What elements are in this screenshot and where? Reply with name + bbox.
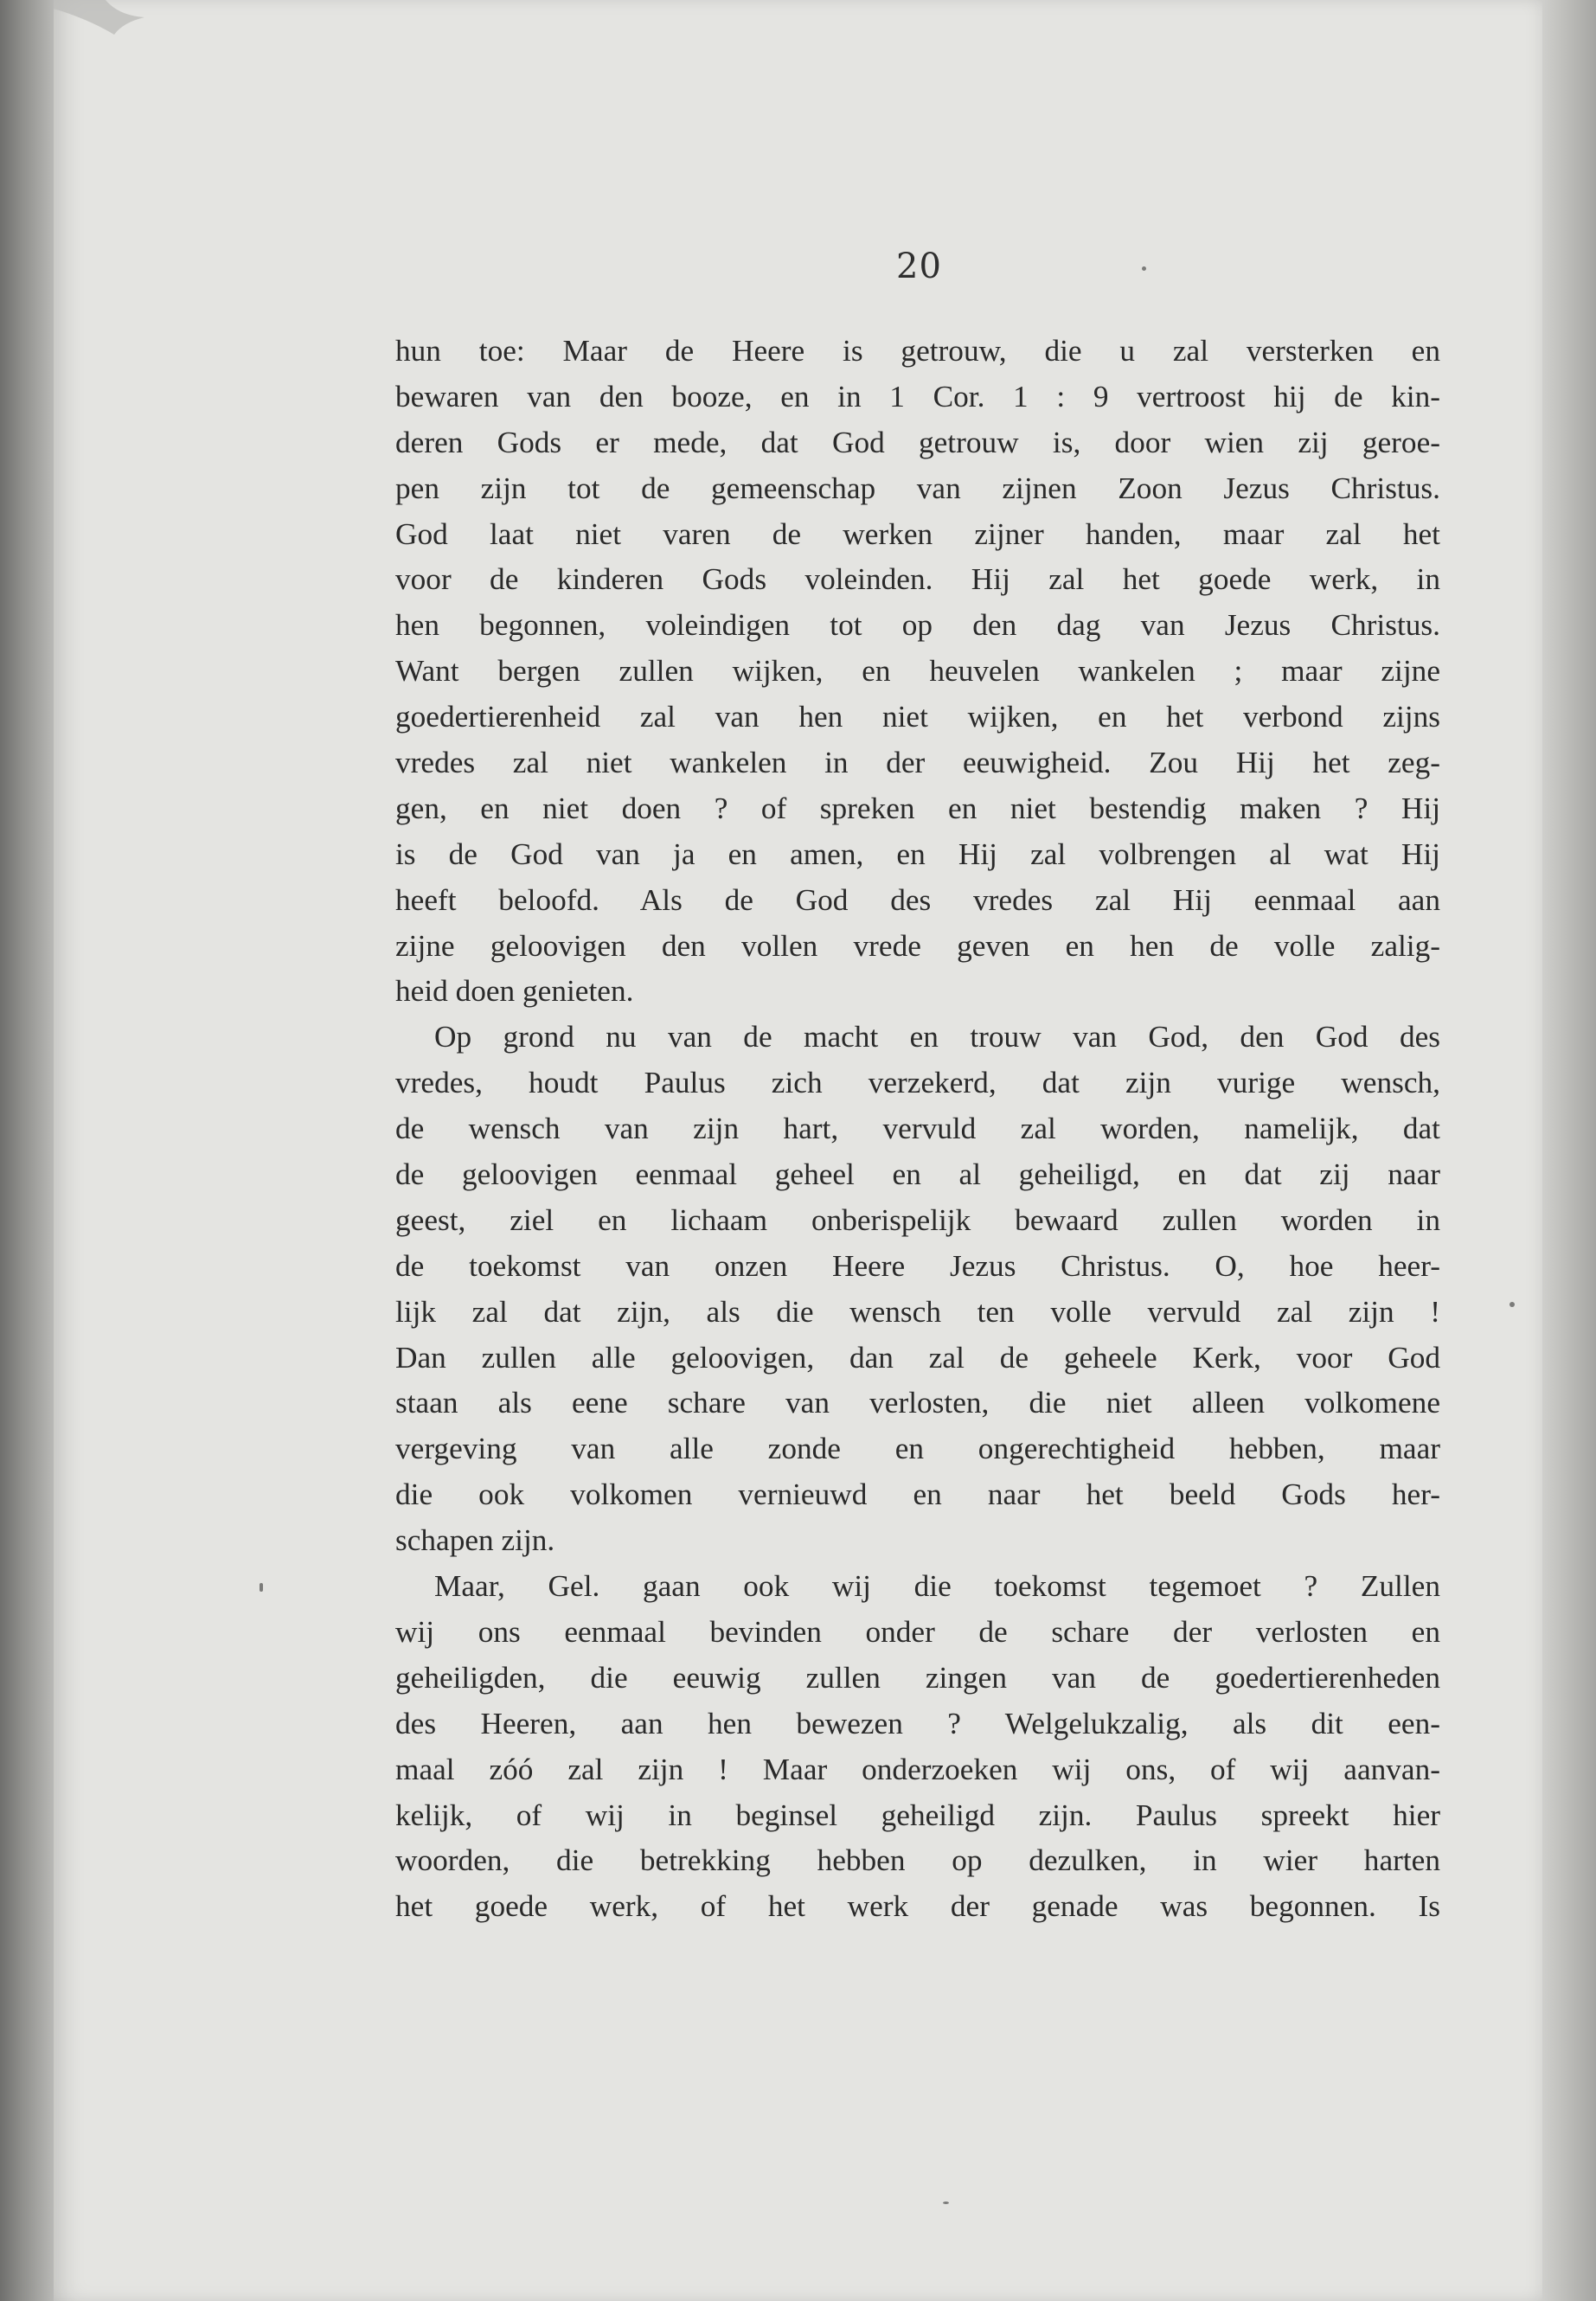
text-line: deren Gods er mede, dat God getrouw is, door wien zij geroe- (395, 425, 1440, 459)
text-line: die ook volkomen vernieuwd en naar het beeld Gods her- (395, 1477, 1440, 1512)
page-number: 20 (896, 247, 942, 286)
text-line: hun toe: Maar de Heere is getrouw, die u zal versterken en (395, 334, 1440, 368)
paper-speck (1142, 266, 1146, 271)
text-line: Want bergen zullen wijken, en heuvelen wankelen ; maar zijne (395, 654, 1440, 689)
text-line: heid doen genieten. (395, 974, 634, 1009)
text-line: vredes, houdt Paulus zich verzekerd, dat zijn vurige wensch, (395, 1066, 1440, 1100)
text-line: vergeving van alle zonde en ongerechtigheid hebben, maar (395, 1432, 1440, 1466)
text-line: geheiligden, die eeuwig zullen zingen van de goedertierenheden (395, 1660, 1440, 1695)
text-line: woorden, die betrekking hebben op dezulken, in wier harten (395, 1843, 1440, 1878)
text-line: de wensch van zijn hart, vervuld zal worden, namelijk, dat (395, 1112, 1440, 1146)
text-line: lijk zal dat zijn, als die wensch ten volle vervuld zal zijn ! (395, 1294, 1440, 1329)
page-right-edge (1542, 0, 1596, 2301)
text-line: schapen zijn. (395, 1523, 555, 1558)
text-line: bewaren van den booze, en in 1 Cor. 1 : 9 vertroost hij de kin- (395, 379, 1440, 413)
text-line: God laat niet varen de werken zijner handen, maar zal het (395, 516, 1440, 551)
text-line: is de God van ja en amen, en Hij zal volbrengen al wat Hij (395, 836, 1440, 871)
text-line: Dan zullen alle geloovigen, dan zal de geheele Kerk, voor God (395, 1340, 1440, 1375)
folded-corner-mark (54, 0, 149, 35)
text-line: voor de kinderen Gods voleinden. Hij zal het goede werk, in (395, 562, 1440, 597)
text-line: vredes zal niet wankelen in der eeuwigheid. Zou Hij het zeg- (395, 746, 1440, 780)
text-line: de toekomst van onzen Heere Jezus Christus. O, hoe heer- (395, 1248, 1440, 1283)
paper-speck (943, 2202, 949, 2204)
text-line: hen begonnen, voleindigen tot op den dag van Jezus Christus. (395, 608, 1440, 643)
paper-speck (260, 1583, 263, 1592)
text-line: wij ons eenmaal bevinden onder de schare der verlosten en (395, 1614, 1440, 1649)
paper-speck (1509, 1302, 1515, 1307)
text-line: de geloovigen eenmaal geheel en al geheiligd, en dat zij naar (395, 1157, 1440, 1192)
text-line: des Heeren, aan hen bewezen ? Welgelukzalig, als dit een- (395, 1706, 1440, 1740)
text-line: Op grond nu van de macht en trouw van God, den God des (434, 1020, 1440, 1054)
text-line: Maar, Gel. gaan ook wij die toekomst tegemoet ? Zullen (434, 1569, 1440, 1604)
body-text (395, 329, 1440, 1930)
text-line: het goede werk, of het werk der genade was begonnen. Is (395, 1889, 1440, 1924)
text-line: heeft beloofd. Als de God des vredes zal Hij eenmaal aan (395, 882, 1440, 917)
text-line: maal zóó zal zijn ! Maar onderzoeken wij ons, of wij aanvan- (395, 1752, 1440, 1786)
text-line: kelijk, of wij in beginsel geheiligd zijn. Paulus spreekt hier (395, 1798, 1440, 1832)
text-line: staan als eene schare van verlosten, die niet alleen volkomene (395, 1386, 1440, 1420)
text-line: gen, en niet doen ? of spreken en niet bestendig maken ? Hij (395, 791, 1440, 825)
text-line: geest, ziel en lichaam onberispelijk bewaard zullen worden in (395, 1202, 1440, 1237)
text-line: goedertierenheid zal van hen niet wijken, en het verbond zijns (395, 700, 1440, 734)
text-line: pen zijn tot de gemeenschap van zijnen Zoon Jezus Christus. (395, 471, 1440, 505)
book-binding-edge (0, 0, 54, 2301)
text-line: zijne geloovigen den vollen vrede geven en hen de volle zalig- (395, 928, 1440, 963)
